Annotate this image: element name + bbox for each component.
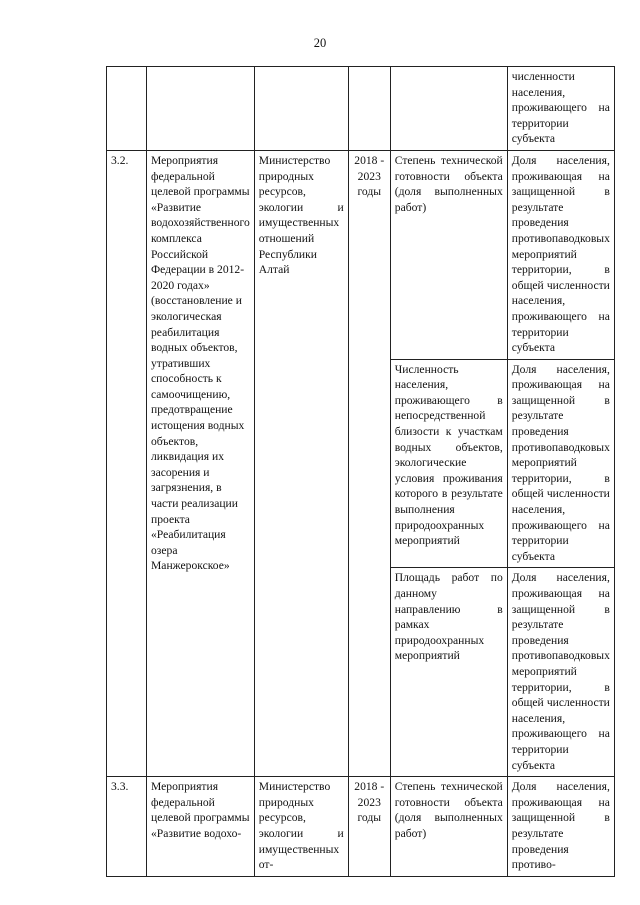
indicator1-text: Степень технической готовности объекта (доля выполненных работ) bbox=[394, 153, 503, 214]
indicator1-text: Степень технической готовности объекта (доля выполненных работ) bbox=[394, 780, 503, 840]
indicator2-text: Доля населения, проживающая на защищенной в результате проведения противопаводковых мероприятий территории, в общей численности населения, проживающего на территории субъекта bbox=[511, 153, 610, 355]
cell-executor bbox=[254, 150, 348, 776]
cell-indicator2 bbox=[507, 150, 614, 359]
cell-num bbox=[107, 777, 147, 877]
measure-name: Мероприятия федеральной целевой программы «Развитие водохо- bbox=[151, 780, 250, 840]
indicator2-text: Доля населения, проживающая на защищенной в результате проведения противо- bbox=[511, 780, 610, 872]
cell-name bbox=[147, 67, 255, 151]
row-number: 3.3. bbox=[111, 780, 129, 794]
cell-indicator2 bbox=[507, 359, 614, 568]
cell-period bbox=[348, 67, 390, 151]
page-number: 20 bbox=[313, 36, 327, 50]
cell-indicator1 bbox=[390, 568, 507, 777]
indicator2-text: Доля населения, проживающая на защищенной в результате проведения противопаводковых мероприятий территории, в общей численности населения, проживающего на территории субъекта bbox=[511, 571, 610, 772]
indicator2-text: численности населения, проживающего на территории субъекта bbox=[511, 70, 610, 146]
row-number: 3.2. bbox=[111, 153, 129, 167]
program-table bbox=[106, 66, 615, 877]
table-row-continuation bbox=[107, 67, 615, 151]
cell-num bbox=[107, 67, 147, 151]
cell-name bbox=[147, 150, 255, 776]
measure-name: Мероприятия федеральной целевой программы «Развитие водохозяйственного комплекса Российской Федерации в 2012-2020 годах» (восстановление и экологическая реабилитация водных объектов, утративших способность к самоочищению, предотвращение истощения водных объектов, ликвидация их засорения и загрязнения, в части реализации проекта «Реабилитация озера Манжерокское» bbox=[151, 153, 250, 573]
cell-period bbox=[348, 777, 390, 877]
indicator1-text: Площадь работ по данному направлению в рамках природоохранных мероприятий bbox=[394, 571, 503, 663]
cell-num bbox=[107, 150, 147, 776]
executor-text: Министерство природных ресурсов, экологии и имущественных от- bbox=[258, 780, 344, 872]
cell-indicator1 bbox=[390, 67, 507, 151]
cell-indicator1 bbox=[390, 150, 507, 359]
cell-executor bbox=[254, 777, 348, 877]
cell-indicator1 bbox=[390, 359, 507, 568]
cell-indicator1 bbox=[390, 777, 507, 877]
table-row-3-3 bbox=[107, 777, 615, 877]
cell-indicator2 bbox=[507, 777, 614, 877]
cell-period bbox=[348, 150, 390, 776]
cell-indicator2 bbox=[507, 67, 614, 151]
period-text: 2018 - 2023 годы bbox=[354, 153, 385, 199]
period-text: 2018 - 2023 годы bbox=[354, 780, 385, 825]
cell-executor bbox=[254, 67, 348, 151]
executor-text: Министерство природных ресурсов, экологии и имущественных отношений Республики Алтай bbox=[258, 153, 344, 277]
indicator2-text: Доля населения, проживающая на защищенной в результате проведения противопаводковых мероприятий территории, в общей численности населения, проживающего на территории субъекта bbox=[511, 362, 610, 563]
cell-indicator2 bbox=[507, 568, 614, 777]
indicator1-text: Численность населения, проживающего в непосредственной близости к участкам водных объектов, экологические условия проживания которого в результате выполнения природоохранных мероприятий bbox=[394, 362, 503, 548]
table-row-3-2 bbox=[107, 150, 615, 359]
cell-name bbox=[147, 777, 255, 877]
